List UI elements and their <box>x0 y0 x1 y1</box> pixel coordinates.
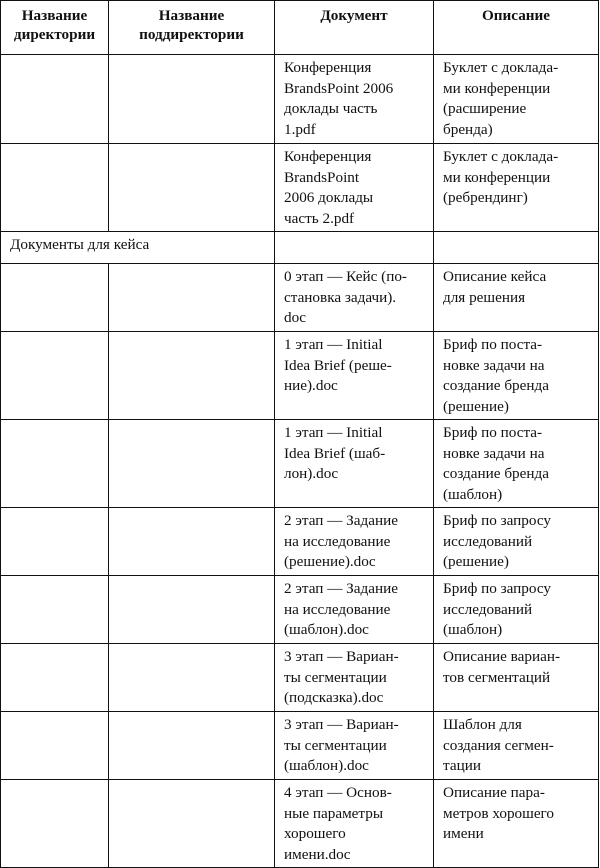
document-cell: 0 этап — Кейс (по- становка задачи). doc <box>275 264 434 332</box>
table-header-row <box>1 1 599 55</box>
directory-cell <box>1 712 109 780</box>
table-row <box>1 712 599 780</box>
section-title-cell: Документы для кейса <box>1 232 275 264</box>
header-directory-name: Название директории <box>1 1 109 55</box>
directory-cell <box>1 332 109 420</box>
subdirectory-cell <box>109 420 275 508</box>
description-cell <box>434 232 599 264</box>
table-row <box>1 780 599 868</box>
directory-cell <box>1 264 109 332</box>
document-cell: 1 этап — Initial Idea Brief (шаб- лон).doc <box>275 420 434 508</box>
document-cell: 1 этап — Initial Idea Brief (реше- ние).doc <box>275 332 434 420</box>
description-cell: Описание кейса для решения <box>434 264 599 332</box>
table-row <box>1 420 599 508</box>
directory-cell <box>1 576 109 644</box>
document-cell: Конференция BrandsPoint 2006 доклады часть 2.pdf <box>275 144 434 232</box>
subdirectory-cell <box>109 712 275 780</box>
subdirectory-cell <box>109 264 275 332</box>
description-cell: Описание вариан- тов сегментаций <box>434 644 599 712</box>
section-row <box>1 232 599 264</box>
subdirectory-cell <box>109 780 275 868</box>
header-subdirectory-name: Название поддиректории <box>109 1 275 55</box>
subdirectory-cell <box>109 644 275 712</box>
directory-cell <box>1 420 109 508</box>
document-cell: 2 этап — Задание на исследование (шаблон).doc <box>275 576 434 644</box>
document-cell: 3 этап — Вариан- ты сегментации (шаблон).doc <box>275 712 434 780</box>
description-cell: Бриф по поста- новке задачи на создание бренда (решение) <box>434 332 599 420</box>
document-cell: 2 этап — Задание на исследование (решение).doc <box>275 508 434 576</box>
document-cell <box>275 232 434 264</box>
subdirectory-cell <box>109 332 275 420</box>
table-row <box>1 508 599 576</box>
description-cell: Буклет с доклада- ми конференции (ребрендинг) <box>434 144 599 232</box>
subdirectory-cell <box>109 144 275 232</box>
header-description: Описание <box>434 1 599 55</box>
table-row <box>1 332 599 420</box>
directory-cell <box>1 55 109 144</box>
description-cell: Бриф по поста- новке задачи на создание бренда (шаблон) <box>434 420 599 508</box>
directory-cell <box>1 508 109 576</box>
table-row <box>1 264 599 332</box>
document-cell: 3 этап — Вариан- ты сегментации (подсказка).doc <box>275 644 434 712</box>
directory-cell <box>1 780 109 868</box>
subdirectory-cell <box>109 55 275 144</box>
description-cell: Шаблон для создания сегмен- тации <box>434 712 599 780</box>
subdirectory-cell <box>109 508 275 576</box>
description-cell: Бриф по запросу исследований (шаблон) <box>434 576 599 644</box>
document-cell: 4 этап — Основ- ные параметры хорошего имени.doc <box>275 780 434 868</box>
directory-cell <box>1 644 109 712</box>
table-row <box>1 144 599 232</box>
table-row <box>1 644 599 712</box>
description-cell: Бриф по запросу исследований (решение) <box>434 508 599 576</box>
subdirectory-cell <box>109 576 275 644</box>
header-document: Документ <box>275 1 434 55</box>
table-row <box>1 576 599 644</box>
document-cell: Конференция BrandsPoint 2006 доклады часть 1.pdf <box>275 55 434 144</box>
description-cell: Буклет с доклада- ми конференции (расширение бренда) <box>434 55 599 144</box>
table-row <box>1 55 599 144</box>
directory-cell <box>1 144 109 232</box>
description-cell: Описание пара- метров хорошего имени <box>434 780 599 868</box>
